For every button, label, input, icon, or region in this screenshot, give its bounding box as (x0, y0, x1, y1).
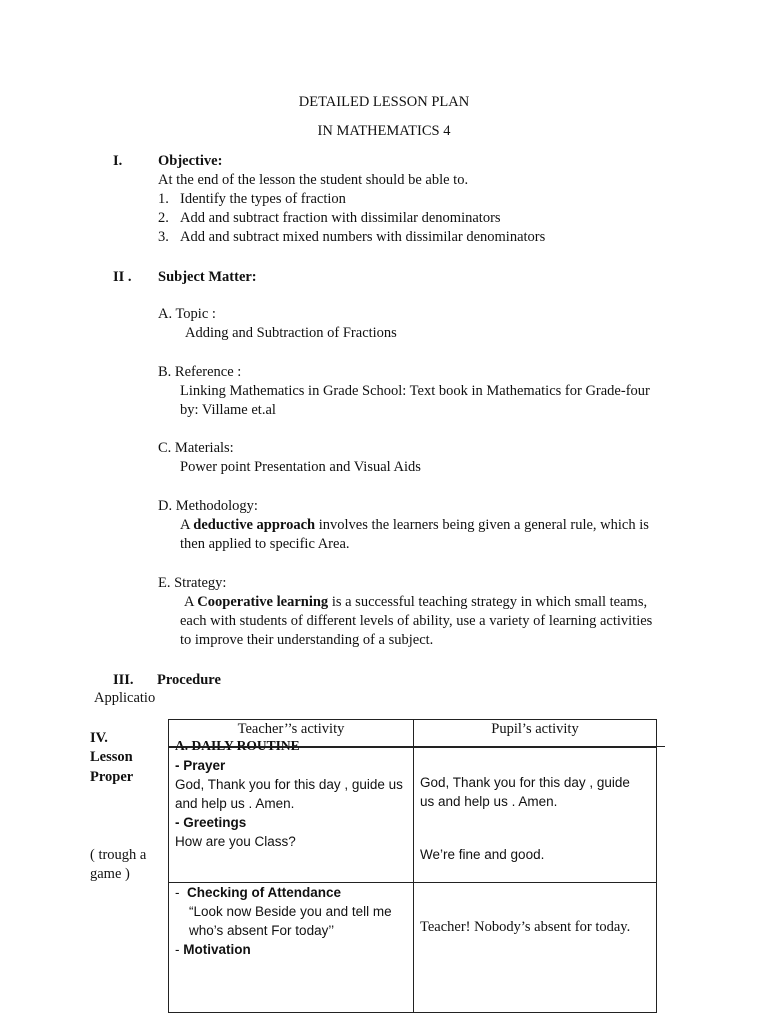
motivation-dash: - (175, 942, 184, 957)
pupil-activity-header-label: Pupil’s activity (491, 721, 579, 737)
objective-item-text: Add and subtract mixed numbers with dissimilar denominators (180, 229, 546, 245)
game-note: ( trough a (90, 847, 147, 863)
section-4-heading: Proper (90, 769, 134, 785)
attendance-label: Checking of Attendance (187, 885, 342, 900)
topic-value: Adding and Subtraction of Fractions (185, 325, 397, 341)
prayer-pupil-text: God, Thank you for this day , guide (420, 775, 630, 790)
motivation-label-row (175, 942, 251, 957)
section-2-numeral: II . (113, 269, 132, 285)
objective-item-text: Identify the types of fraction (180, 191, 346, 207)
strategy-line (184, 594, 647, 611)
table-cell (169, 883, 414, 1013)
section-4-heading: Lesson (90, 749, 133, 765)
strategy-line: each with students of different levels of ability, use a variety of learning activities (180, 613, 653, 629)
reference-label: B. Reference : (158, 364, 242, 380)
strategy-label: E. Strategy: (158, 575, 227, 591)
attendance-teacher-text: who’s absent For today’’ (189, 923, 335, 938)
motivation-label: Motivation (183, 942, 251, 957)
objective-item-num: 3. (158, 229, 169, 245)
objective-intro: At the end of the lesson the student should be able to. (158, 172, 469, 188)
section-3-numeral: III. (113, 672, 134, 688)
section-2-heading: Subject Matter: (158, 269, 257, 285)
section-1-heading: Objective: (158, 153, 223, 169)
methodology-pre: A (180, 517, 194, 533)
methodology-line (180, 517, 649, 534)
materials-label: C. Materials: (158, 440, 234, 456)
page-title: DETAILED LESSON PLAN (298, 94, 470, 110)
procedure-table (168, 719, 657, 1013)
methodology-label: D. Methodology: (158, 498, 258, 514)
game-note: game ) (90, 866, 130, 882)
section-1-numeral: I. (113, 153, 123, 169)
strategy-bold: Cooperative learning (197, 594, 329, 610)
attendance-pupil-text: Teacher! Nobody’s absent for today. (420, 919, 631, 935)
attendance-label-row (175, 885, 341, 900)
objective-item-num: 2. (158, 210, 169, 226)
methodology-post: involves the learners being given a general rule, which is (315, 517, 649, 533)
topic-label: A. Topic : (158, 306, 216, 322)
page-subtitle: IN MATHEMATICS 4 (317, 123, 451, 139)
reference-line: Linking Mathematics in Grade School: Text book in Mathematics for Grade-four (180, 383, 650, 399)
greetings-label: - Greetings (175, 815, 247, 830)
application-text: Applicatio (94, 690, 156, 706)
methodology-line: then applied to specific Area. (180, 536, 350, 552)
prayer-pupil-text: us and help us . Amen. (420, 794, 558, 809)
section-4-numeral: IV. (90, 730, 108, 746)
prayer-label: - Prayer (175, 758, 226, 773)
attendance-teacher-text: “Look now Beside you and tell me (189, 904, 392, 919)
reference-line: by: Villame et.al (180, 402, 276, 418)
materials-value: Power point Presentation and Visual Aids (180, 459, 421, 475)
strategy-pre: A (184, 594, 198, 610)
strategy-line: to improve their understanding of a subject. (180, 632, 434, 648)
objective-item-num: 1. (158, 191, 169, 207)
attendance-dash: - (175, 885, 187, 900)
section-3-heading: Procedure (157, 672, 221, 688)
objective-item-text: Add and subtract fraction with dissimilar denominators (180, 210, 501, 226)
table-cell (169, 748, 414, 883)
greetings-teacher-text: How are you Class? (175, 834, 296, 849)
prayer-teacher-text: and help us . Amen. (175, 796, 295, 811)
strategy-post: is a successful teaching strategy in which small teams, (328, 594, 648, 610)
table-rule-line (168, 746, 665, 747)
daily-routine-heading: A. DAILY ROUTINE (175, 738, 300, 753)
prayer-teacher-text: God, Thank you for this day , guide us (175, 777, 403, 792)
table-cell (414, 748, 657, 883)
greetings-pupil-text: We’re fine and good. (420, 847, 545, 862)
teacher-activity-header-label: Teacher’’s activity (237, 721, 345, 737)
table-row (169, 748, 657, 883)
pupil-activity-header (414, 720, 657, 748)
methodology-bold: deductive approach (193, 517, 316, 533)
table-row (169, 883, 657, 1013)
table-cell (414, 883, 657, 1013)
